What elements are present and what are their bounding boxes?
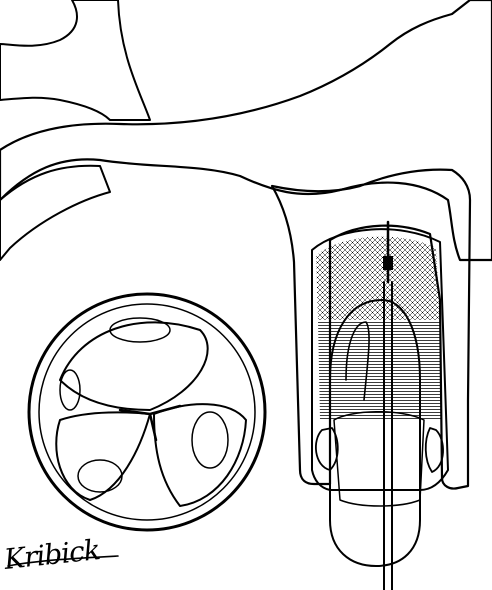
opened-lumen bbox=[312, 229, 448, 506]
sinus-pocket-1 bbox=[78, 460, 122, 492]
cusp-right bbox=[154, 404, 246, 506]
vessel-upper-branch bbox=[0, 0, 150, 120]
catheter-tip-marker bbox=[383, 256, 393, 270]
valve-cross-section-inset bbox=[29, 294, 265, 530]
valve-tissue bbox=[334, 412, 424, 506]
valve-leaflet-right bbox=[426, 428, 443, 472]
inset-outer-ring bbox=[29, 294, 265, 530]
cusp-left bbox=[56, 412, 150, 500]
sinus-pocket-4 bbox=[60, 370, 80, 410]
vessel-main-trunk bbox=[0, 0, 492, 260]
sinus-pocket-3 bbox=[110, 318, 170, 342]
cusp-top bbox=[60, 322, 208, 410]
sinus-pocket-2 bbox=[192, 412, 228, 468]
commissure-center bbox=[120, 406, 180, 440]
artist-signature: Kribick bbox=[2, 533, 102, 576]
lumen-wall-texture bbox=[316, 237, 440, 320]
vessel-lower-branch bbox=[0, 166, 110, 260]
